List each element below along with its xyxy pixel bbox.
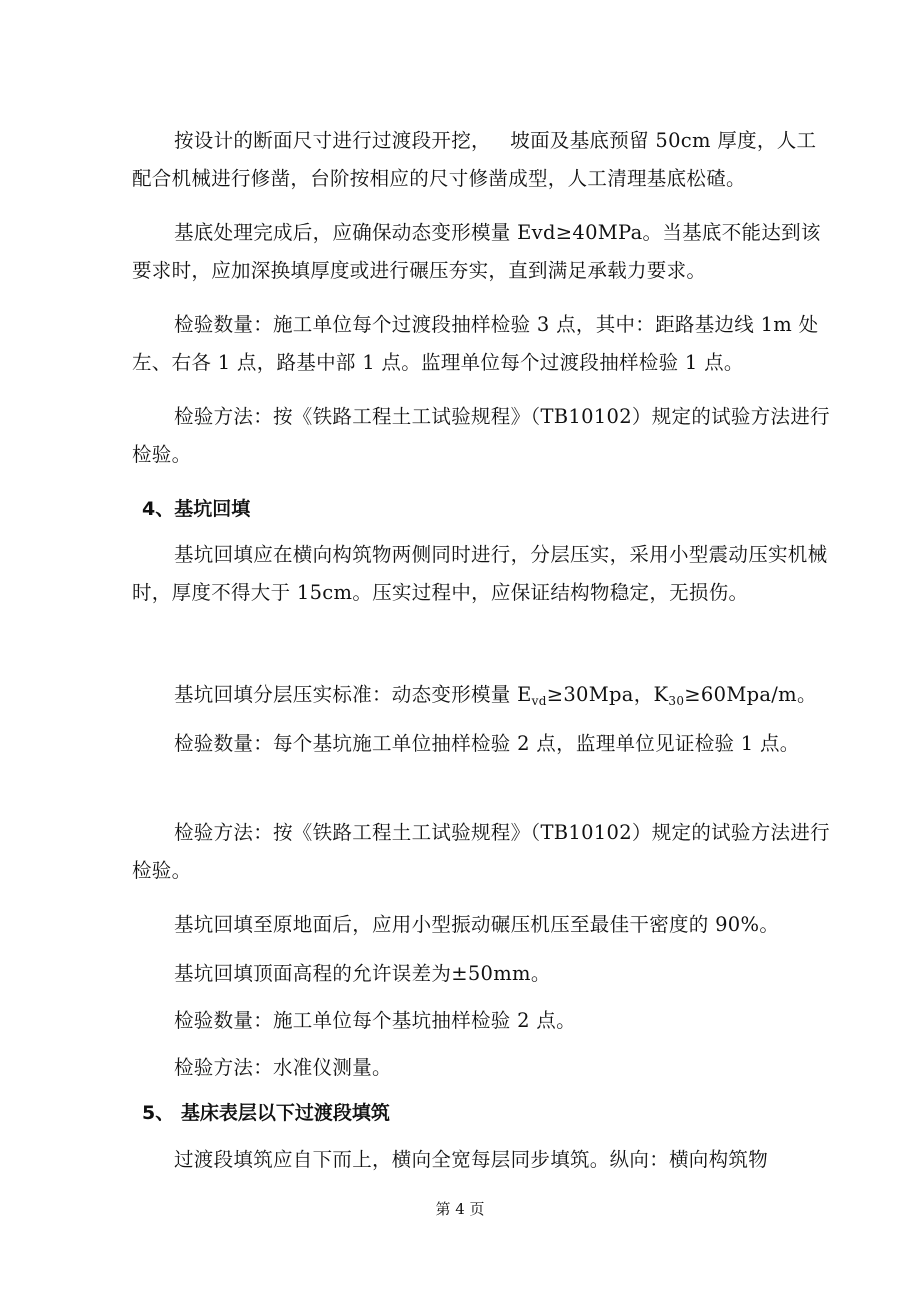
standard-text-mid: ≥30Mpa，K [546,683,669,706]
paragraph-backfill-density: 基坑回填至原地面后，应用小型振动碾压机压至最佳干密度的 90%。 [174,913,780,936]
standard-text-prefix: 基坑回填分层压实标准：动态变形模量 E [174,683,532,706]
paragraph-inspection-method-2: 检验方法：按《铁路工程土工试验规程》（TB10102）规定的试验方法进行检验。 [132,821,830,882]
standard-text-suffix: ≥60Mpa/m。 [684,683,817,706]
paragraph-inspection-quantity-1: 检验数量：施工单位每个过渡段抽样检验 3 点，其中：距路基边线 1m 处左、右各 1 点，路基中部 1 点。监理单位每个过渡段抽样检验 1 点。 [132,313,819,374]
paragraph-base-treatment: 基底处理完成后，应确保动态变形模量 Evd≥40MPa。当基底不能达到该要求时，应加深换填厚度或进行碾压夯实，直到满足承载力要求。 [132,221,821,282]
paragraph-inspection-method-1: 检验方法：按《铁路工程土工试验规程》（TB10102）规定的试验方法进行检验。 [132,405,830,466]
paragraph-transition-filling: 过渡段填筑应自下而上，横向全宽每层同步填筑。纵向：横向构筑物 [174,1148,769,1171]
evd-subscript: vd [531,694,547,708]
paragraph-inspection-method-3: 检验方法：水准仪测量。 [174,1056,392,1079]
paragraph-elevation-tolerance: 基坑回填顶面高程的允许误差为±50mm。 [174,962,551,985]
paragraph-excavation: 按设计的断面尺寸进行过渡段开挖， 坡面及基底预留 50cm 厚度，人工配合机械进行修凿，台阶按相应的尺寸修凿成型，人工清理基底松碴。 [132,129,817,190]
paragraph-inspection-quantity-3: 检验数量：施工单位每个基坑抽样检验 2 点。 [174,1009,576,1032]
k30-subscript: 30 [668,694,685,708]
paragraph-inspection-quantity-2: 检验数量：每个基坑施工单位抽样检验 2 点，监理单位见证检验 1 点。 [174,732,800,755]
paragraph-compaction-standard [132,676,832,720]
page-number: 第 4 页 [435,1200,485,1218]
section-heading-4: 4、基坑回填 [142,498,251,520]
paragraph-backfill: 基坑回填应在横向构筑物两侧同时进行，分层压实，采用小型震动压实机械时，厚度不得大于 15cm。压实过程中，应保证结构物稳定，无损伤。 [132,543,828,604]
section-heading-5: 5、 基床表层以下过渡段填筑 [142,1102,390,1124]
